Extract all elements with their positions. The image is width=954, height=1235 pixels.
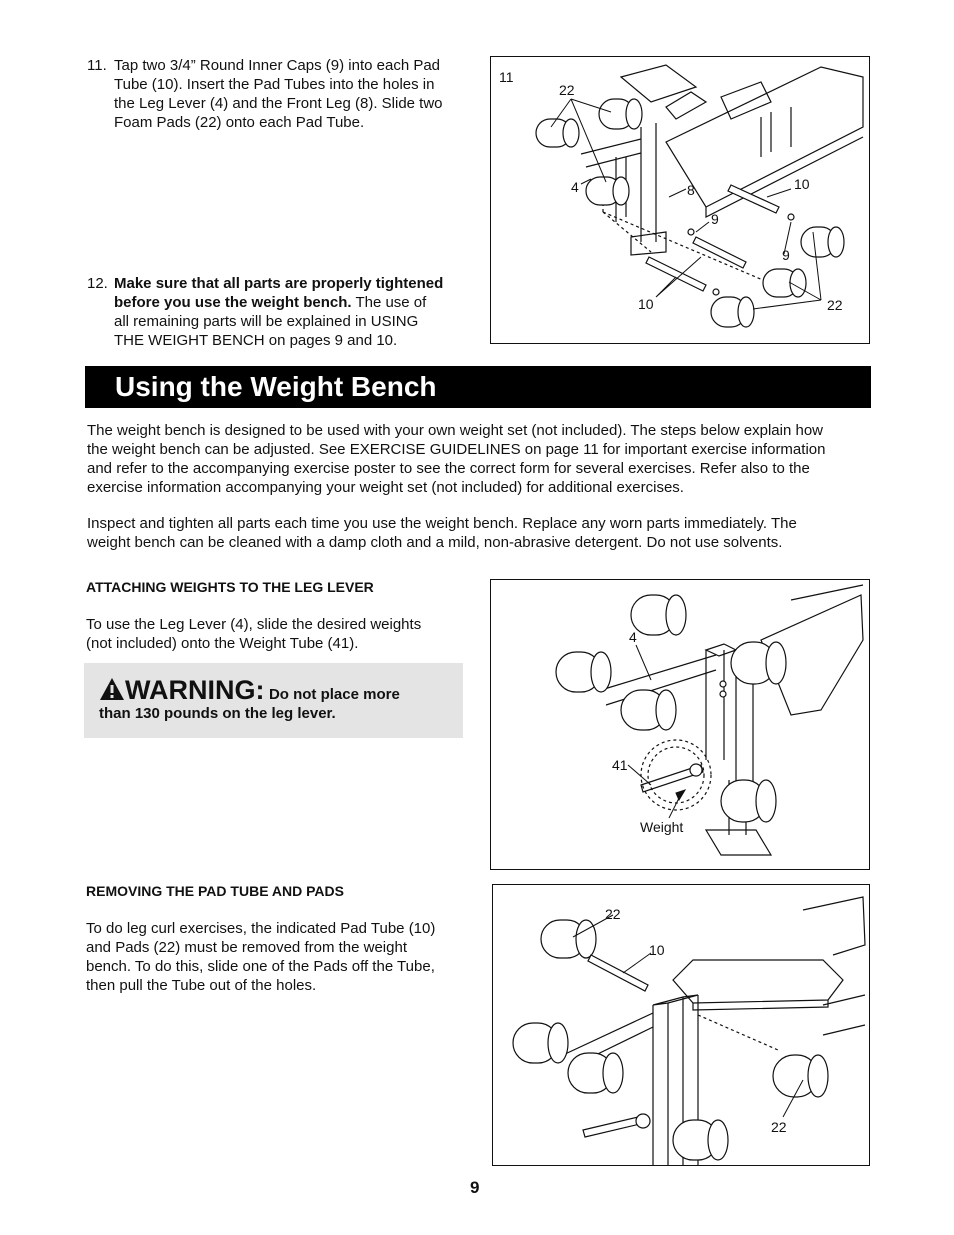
step-12-bold-line: Make sure that all parts are properly tightened (114, 275, 444, 292)
inner-cap-icon (713, 289, 719, 295)
step-12-bold-line: before you use the weight bench. (114, 294, 352, 311)
pad-tube-icon (646, 257, 706, 291)
intro-line: exercise information accompanying your weight set (not included) for additional exercises. (87, 479, 684, 496)
callout-4: 4 (629, 629, 637, 645)
assembly-drawing (491, 57, 870, 344)
intro-line: weight bench can be cleaned with a damp cloth and a mild, non-abrasive detergent. Do not use solvents. (87, 534, 783, 551)
callout-10: 10 (794, 176, 810, 192)
warning-text-line-2: than 130 pounds on the leg lever. (99, 705, 336, 722)
foam-pad-icon (556, 652, 611, 692)
pad-tube-icon (728, 185, 779, 213)
attaching-line: (not included) onto the Weight Tube (41). (86, 635, 359, 652)
callout-22: 22 (559, 82, 575, 98)
foam-pad-icon (721, 780, 776, 822)
figure-number-label: 11 (499, 69, 514, 85)
step-11-number: 11. (87, 57, 107, 74)
step-11-text (114, 56, 474, 132)
figure-step-11 (490, 56, 870, 344)
removing-line: bench. To do this, slide one of the Pads off the Tube, (86, 958, 435, 975)
foam-pad-icon (673, 1120, 728, 1160)
removing-line: then pull the Tube out of the holes. (86, 977, 317, 994)
callout-9: 9 (782, 247, 790, 263)
foam-pad-icon (731, 642, 786, 684)
warning-text: Do not place more (268, 686, 400, 703)
removing-line: To do leg curl exercises, the indicated Pad Tube (10) (86, 920, 436, 937)
pad-tube-icon (588, 955, 648, 991)
section-title: Using the Weight Bench (115, 371, 437, 402)
page-number: 9 (470, 1178, 480, 1197)
removing-line: and Pads (22) must be removed from the weight (86, 939, 407, 956)
intro-line: and refer to the accompanying exercise poster to see the correct form for several exercises. Refer also to the (87, 460, 810, 477)
leg-lever-drawing (491, 580, 870, 870)
foam-pad-icon (541, 920, 596, 958)
foam-pad-icon (801, 227, 844, 257)
inner-cap-icon (788, 214, 794, 220)
attaching-heading: ATTACHING WEIGHTS TO THE LEG LEVER (86, 579, 374, 595)
intro-line: the weight bench can be adjusted. See EXERCISE GUIDELINES on page 11 for important exercise information (87, 441, 826, 458)
weight-tube-icon (583, 1117, 640, 1137)
pad-tube-removal-drawing (493, 885, 870, 1166)
figure-leg-lever (490, 579, 870, 870)
callout-22: 22 (605, 906, 621, 922)
foam-pad-icon (763, 269, 806, 297)
intro-paragraph-1 (87, 421, 877, 497)
step-12-line: THE WEIGHT BENCH on pages 9 and 10. (114, 332, 398, 349)
inner-cap-icon (688, 229, 694, 235)
foam-pad-icon (513, 1023, 568, 1063)
warning-box (84, 663, 463, 738)
intro-paragraph-2 (87, 514, 877, 552)
callout-4: 4 (571, 179, 579, 195)
attaching-line: To use the Leg Lever (4), slide the desired weights (86, 616, 422, 633)
warning-triangle-icon (99, 677, 125, 701)
foam-pad-icon (568, 1053, 623, 1093)
callout-8: 8 (687, 182, 695, 198)
callout-41: 41 (612, 757, 628, 773)
pad-tube-icon (693, 237, 746, 268)
removing-heading: REMOVING THE PAD TUBE AND PADS (86, 883, 344, 899)
foam-pad-icon (599, 99, 642, 129)
foam-pad-icon (711, 297, 754, 327)
step-11-line: Foam Pads (22) onto each Pad Tube. (114, 114, 365, 131)
intro-line: The weight bench is designed to be used with your own weight set (not included). The steps below explain how (87, 422, 823, 439)
step-12-tail: The use of (351, 294, 427, 311)
step-11-line: Tap two 3/4” Round Inner Caps (9) into each Pad (114, 57, 441, 74)
callout-10: 10 (649, 942, 665, 958)
callout-22: 22 (827, 297, 843, 313)
callout-9: 9 (711, 211, 719, 227)
step-11-line: Tube (10). Insert the Pad Tubes into the holes in (114, 76, 435, 93)
callout-22: 22 (771, 1119, 787, 1135)
foam-pad-icon (586, 177, 629, 205)
attaching-text (86, 615, 456, 653)
step-11-line: the Leg Lever (4) and the Front Leg (8). Slide two (114, 95, 443, 112)
foam-pad-icon (631, 595, 686, 635)
figure-remove-pad-tube (492, 884, 870, 1166)
step-12-text (114, 274, 474, 350)
removing-text (86, 919, 466, 995)
step-12-number: 12. (87, 275, 108, 292)
callout-weight: Weight (640, 819, 684, 835)
step-12-line: all remaining parts will be explained in USING (114, 313, 419, 330)
intro-line: Inspect and tighten all parts each time you use the weight bench. Replace any worn parts immediately. The (87, 515, 797, 532)
warning-word: WARNING: (125, 675, 265, 705)
foam-pad-icon (621, 690, 676, 730)
section-banner (85, 366, 871, 408)
foam-pad-icon (536, 119, 579, 147)
callout-10: 10 (638, 296, 654, 312)
foam-pad-icon (773, 1055, 828, 1097)
